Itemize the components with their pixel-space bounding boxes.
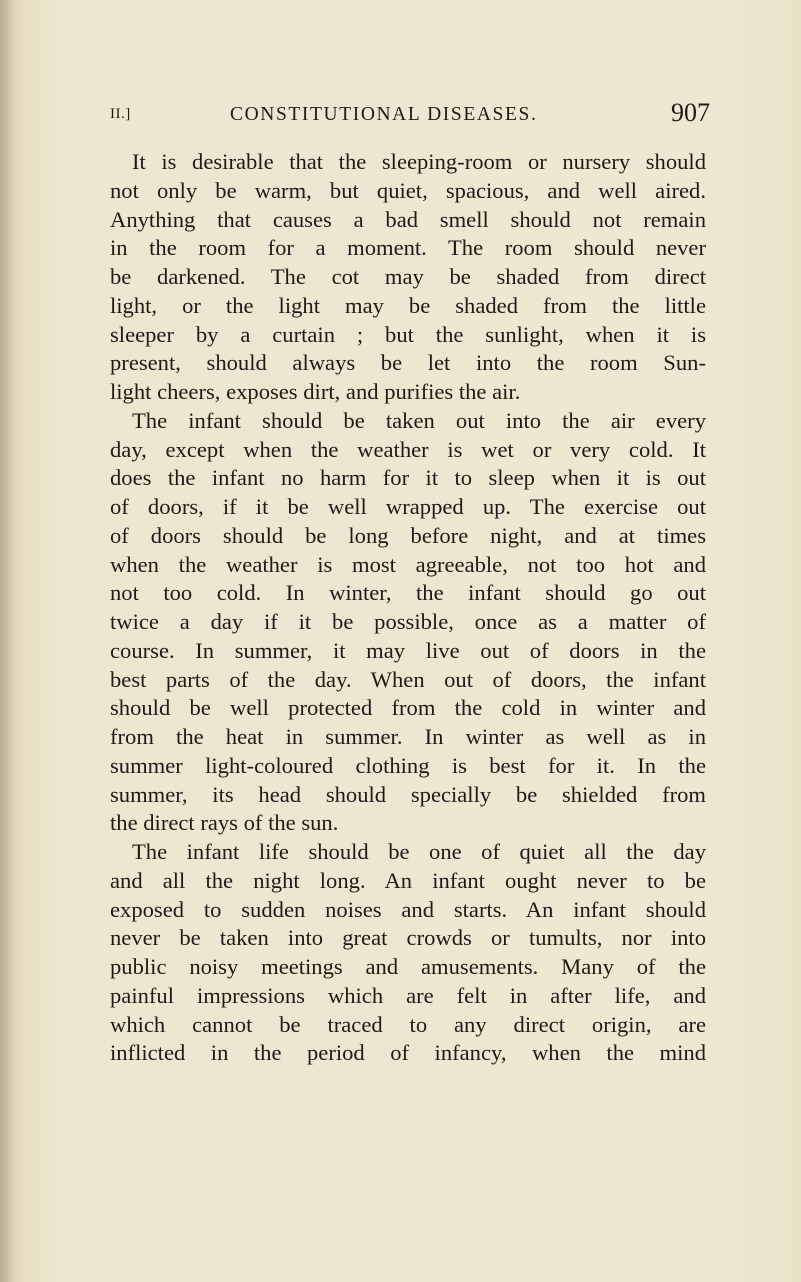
page-gutter-shadow bbox=[0, 0, 14, 1282]
text-line: day, except when the weather is wet or very cold. It bbox=[110, 436, 706, 462]
text-line: present, should always be let into the room Sun- bbox=[110, 350, 706, 376]
text-line: The infant should be taken out into the air every bbox=[132, 407, 706, 433]
text-line: in the room for a moment. The room should never bbox=[110, 235, 706, 261]
text-line: exposed to sudden noises and starts. An infant should bbox=[110, 896, 706, 922]
text-line: of doors should be long before night, and at times bbox=[110, 522, 706, 548]
text-line: summer light-coloured clothing is best for it. In the bbox=[110, 752, 706, 778]
text-line: light cheers, exposes dirt, and purifies the air. bbox=[110, 379, 521, 404]
text-line: be darkened. The cot may be shaded from direct bbox=[110, 264, 706, 289]
text-line: inflicted in the period of infancy, when the mind bbox=[110, 1040, 706, 1066]
text-line: which cannot be traced to any direct origin, are bbox=[110, 1011, 706, 1037]
text-line: course. In summer, it may live out of doors in the bbox=[110, 637, 706, 663]
text-line: not only be warm, but quiet, spacious, and well aired. bbox=[110, 177, 706, 203]
text-line: does the infant no harm for it to sleep when it is out bbox=[110, 465, 706, 491]
text-line: and all the night long. An infant ought never to be bbox=[110, 867, 706, 893]
text-line: sleeper by a curtain ; but the sunlight, when it is bbox=[110, 321, 706, 347]
text-line: painful impressions which are felt in after life, and bbox=[110, 982, 706, 1008]
text-line: from the heat in summer. In winter as well as in bbox=[110, 724, 706, 749]
text-line: never be taken into great crowds or tumults, nor into bbox=[110, 925, 706, 951]
text-line: Anything that causes a bad smell should not remain bbox=[110, 206, 706, 232]
text-line: light, or the light may be shaded from the little bbox=[110, 292, 706, 318]
running-title: CONSTITUTIONAL DISEASES. bbox=[230, 104, 538, 125]
text-line: public noisy meetings and amusements. Many of the bbox=[110, 954, 706, 979]
text-line: The infant life should be one of quiet all the day bbox=[132, 839, 706, 864]
text-line: the direct rays of the sun. bbox=[110, 810, 339, 836]
text-line: It is desirable that the sleeping-room or nursery should bbox=[132, 149, 706, 174]
text-line: of doors, if it be well wrapped up. The exercise out bbox=[110, 494, 706, 519]
text-line: twice a day if it be possible, once as a matter of bbox=[110, 609, 706, 634]
body-text bbox=[110, 148, 706, 1068]
running-head bbox=[110, 98, 710, 134]
text-line: best parts of the day. When out of doors, the infant bbox=[110, 666, 706, 692]
text-line: summer, its head should specially be shielded from bbox=[110, 781, 706, 807]
text-line: not too cold. In winter, the infant should go out bbox=[110, 580, 706, 606]
text-line: should be well protected from the cold in winter and bbox=[110, 695, 706, 721]
page-number: 907 bbox=[671, 98, 710, 127]
text-line: when the weather is most agreeable, not too hot and bbox=[110, 551, 706, 577]
section-marker: II.] bbox=[110, 106, 131, 122]
